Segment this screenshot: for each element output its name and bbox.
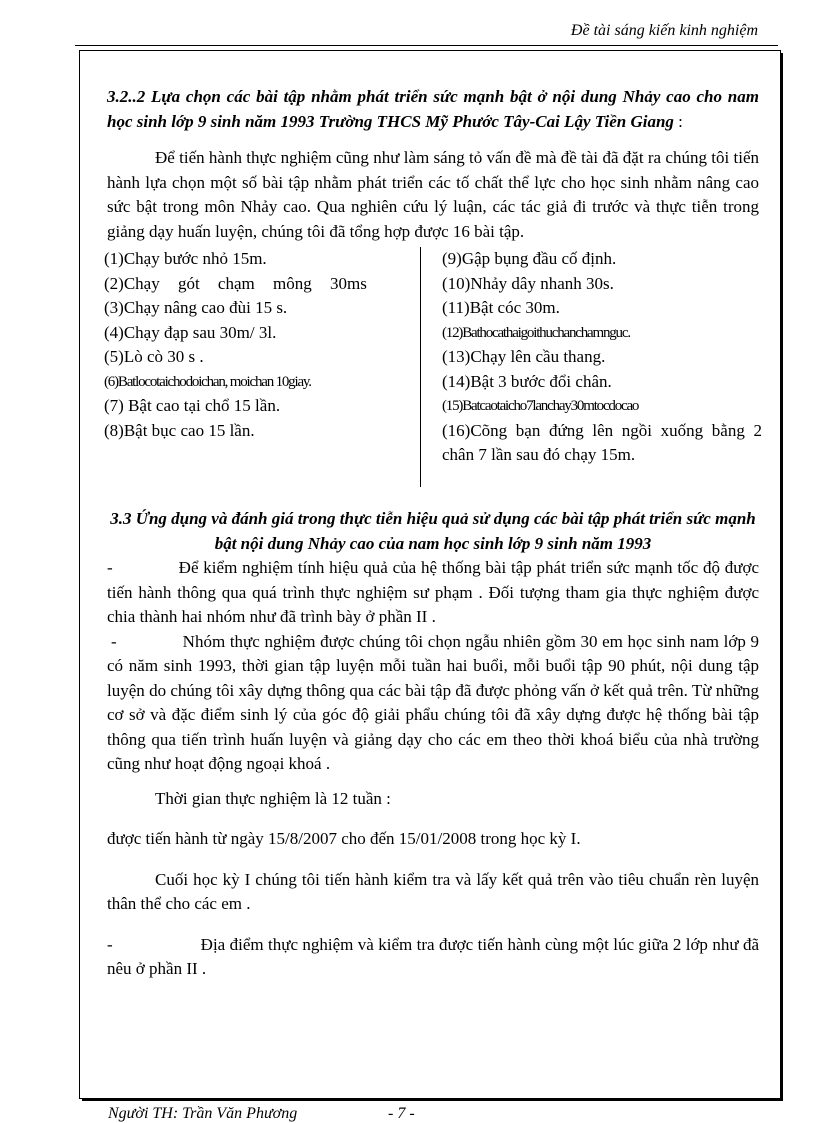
frame-shadow-bottom xyxy=(82,1098,783,1101)
exercise-item: (5)Lò cò 30 s . xyxy=(104,347,204,366)
exercise-item: (4)Chạy đạp sau 30m/ 3l. xyxy=(104,322,277,342)
section-33-paragraph-6: - Địa điểm thực nghiệm và kiểm tra được tiến hành cùng một lúc giữa 2 lớp như đã nêu ở phần II . xyxy=(107,934,759,978)
exercise-item: (12)Bathocathaigoithuchanchamnguc. xyxy=(442,324,630,341)
frame-shadow-right xyxy=(780,53,783,1101)
exercise-item: (7) Bật cao tại chổ 15 lần. xyxy=(104,396,281,415)
page-content xyxy=(104,85,762,982)
exercise-item: (3)Chạy nâng cao đùi 15 s. xyxy=(104,298,288,317)
exercise-item: (13)Chạy lên cầu thang. xyxy=(442,347,606,366)
footer-author: Người TH: Trần Văn Phương xyxy=(108,1105,298,1122)
section-33-heading: 3.3 Ứng dụng và đánh giá trong thực tiễn hiệu quả sử dụng các bài tập phát triển sức mạnh bật nội dung Nhảy cao của nam học sinh lớp 9 sinh năm 1993 xyxy=(110,509,756,553)
section-33-paragraph-5: Cuối học kỳ I chúng tôi tiến hành kiểm tra và lấy kết quả trên vào tiêu chuẩn rèn luyện thân thể cho các em . xyxy=(107,869,759,913)
exercise-list xyxy=(104,247,762,487)
page-header-title: Đề tài sáng kiến kinh nghiệm xyxy=(570,22,758,39)
exercise-item: (11)Bật cóc 30m. xyxy=(442,298,560,317)
list-dash: - xyxy=(107,558,113,577)
section-33-paragraph-3: Thời gian thực nghiệm là 12 tuần : xyxy=(155,788,391,808)
section-33-paragraph-4: được tiến hành từ ngày 15/8/2007 cho đến 15/01/2008 trong học kỳ I. xyxy=(107,829,581,848)
section-33-paragraph-2: - Nhóm thực nghiệm được chúng tôi chọn ngẫu nhiên gồm 30 em học sinh nam lớp 9 có năm sinh 1993, thời gian tập luyện mỗi tuần hai buổi, mỗi buổi tập 90 phút, nội dung tập luyện do chúng tôi xây dựng thông qua các bài tập đã được phỏng vấn ở kết quả trên. Từ những cơ sở và đặc điểm sinh lý của góc độ giải phẩu chúng tôi đã xây dựng được hệ thống bài tập thông qua tiến trình huấn luyện và giảng dạy cho các em theo thời khoá biểu của nhà trường cũng như hoạt động ngoại khoá . xyxy=(107,631,759,773)
exercise-item: (15)Batcaotaicho7lanchay30mtocdocao xyxy=(442,398,639,414)
exercise-item: (2)Chạy gót chạm mông 30ms xyxy=(104,273,367,293)
exercise-item: (16)Cõng bạn đứng lên ngồi xuống bằng 2 chân 7 lần sau đó chạy 15m. xyxy=(442,420,762,464)
column-divider xyxy=(420,247,421,487)
exercise-item: (10)Nhảy dây nhanh 30s. xyxy=(442,273,614,293)
list-dash: - xyxy=(107,934,113,954)
list-dash: - xyxy=(111,631,117,651)
section-322-intro: Để tiến hành thực nghiệm cũng như làm sáng tỏ vấn đề mà đề tài đã đặt ra chúng tôi tiến hành lựa chọn một số bài tập nhằm phát triển các tố chất thể lực cho học sinh nhằm nâng cao sức bật trong môn Nhảy cao. Qua nghiên cứu lý luận, các tác giả đi trước và thực tiễn trong giảng dạy huấn luyện, chúng tôi đã tổng hợp được 16 bài tập. xyxy=(107,148,759,241)
section-33-paragraph-1: - Để kiểm nghiệm tính hiệu quả của hệ thống bài tập phát triển sức mạnh tốc độ được tiến hành thông qua quá trình thực nghiệm sư phạm . Đối tượng tham gia thực nghiệm được chia thành hai nhóm như đã trình bày ở phần II . xyxy=(107,558,759,626)
exercise-item: (9)Gập bụng đầu cố định. xyxy=(442,249,617,268)
section-322-heading xyxy=(107,85,759,134)
exercise-item: (6)Batlocotaichodoichan, moichan 10giay. xyxy=(104,373,311,390)
exercise-item: (1)Chạy bước nhỏ 15m. xyxy=(104,249,267,268)
header-rule xyxy=(75,45,778,46)
exercise-column-right xyxy=(442,247,762,468)
exercise-item: (14)Bật 3 bước đổi chân. xyxy=(442,371,612,391)
page-number: - 7 - xyxy=(388,1105,415,1122)
section-322-title-colon: : xyxy=(673,111,683,131)
section-322-title: 3.2..2 Lựa chọn các bài tập nhằm phát triển sức mạnh bật ở nội dung Nhảy cao cho nam học sinh lớp 9 sinh năm 1993 Trường THCS Mỹ Phước Tây-Cai Lậy Tiền Giang xyxy=(107,87,759,131)
exercise-column-left xyxy=(104,247,399,443)
exercise-item: (8)Bật bục cao 15 lần. xyxy=(104,420,255,440)
